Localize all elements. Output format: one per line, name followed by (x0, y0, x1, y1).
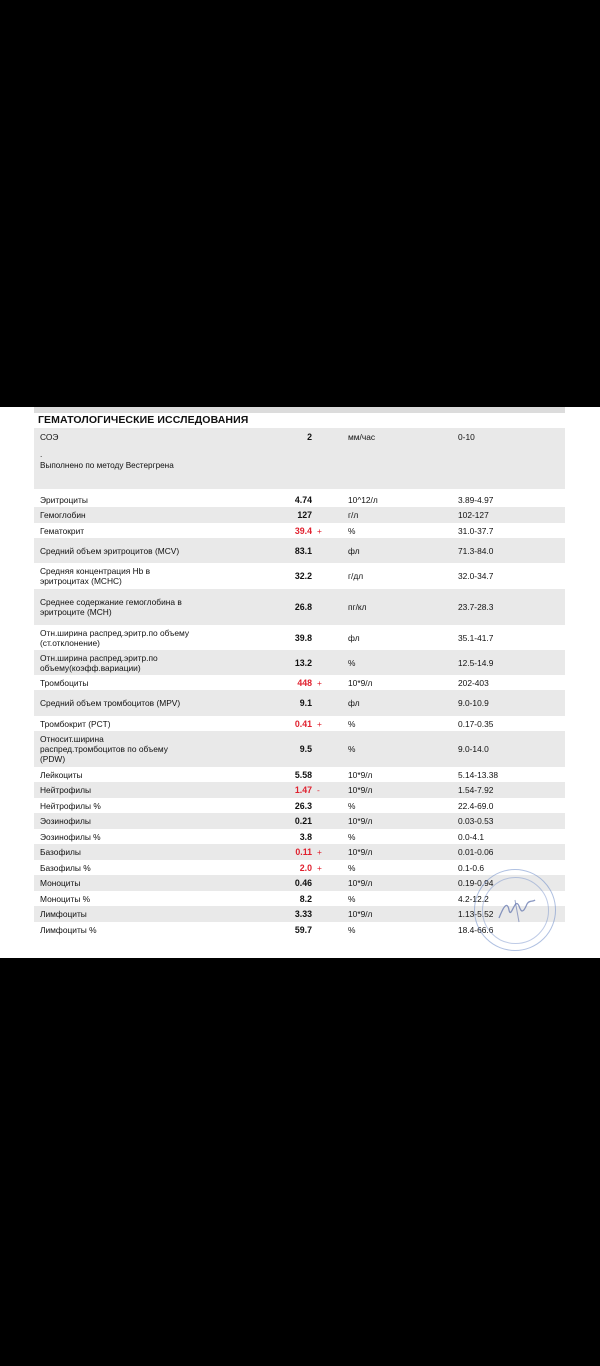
test-ref-range: 0-10 (458, 432, 475, 442)
lab-report-sheet (0, 407, 600, 958)
table-row (34, 538, 565, 563)
test-name: Средний объем тромбоцитов (MPV) (40, 698, 181, 708)
test-unit: г/л (348, 510, 359, 520)
table-row (34, 650, 565, 675)
test-value: 127 (297, 510, 312, 520)
test-name: Эозинофилы % (40, 831, 101, 842)
test-unit: фл (348, 632, 360, 643)
table-row (34, 716, 565, 731)
test-unit: пг/кл (348, 602, 367, 612)
test-name: Моноциты % (40, 893, 91, 904)
table-row (34, 507, 565, 523)
table-row (34, 563, 565, 589)
abnormal-flag: + (317, 862, 322, 873)
table-row (34, 813, 565, 829)
test-value: 0.41 (294, 718, 312, 729)
test-name: Лимфоциты (40, 909, 87, 919)
test-unit: % (348, 657, 356, 668)
test-value: 0.21 (294, 816, 312, 826)
test-value: 1.47 (294, 785, 312, 795)
test-unit: г/дл (348, 571, 364, 581)
test-value: 3.8 (299, 831, 312, 842)
test-value: 83.1 (294, 545, 312, 556)
header-bar (34, 407, 565, 413)
test-name: Базофилы % (40, 862, 91, 873)
test-ref-range: 0.17-0.35 (458, 718, 494, 729)
abnormal-flag (317, 906, 329, 922)
test-unit: % (348, 924, 356, 935)
test-unit: % (348, 525, 356, 536)
test-ref-range: 9.0-10.9 (458, 698, 489, 708)
test-name: Моноциты (40, 878, 81, 888)
abnormal-flag (317, 731, 329, 767)
abnormal-flag: + (317, 525, 322, 536)
test-ref-range: 35.1-41.7 (458, 632, 494, 643)
test-unit: 10*9/л (348, 909, 373, 919)
test-ref-range: 4.2-12.2 (458, 893, 489, 904)
test-name: Тромбоциты (40, 677, 89, 688)
test-unit: 10*9/л (348, 816, 373, 826)
table-row (34, 782, 565, 798)
test-name: СОЭ (40, 432, 59, 442)
table-row (34, 690, 565, 716)
soe-dot: . (40, 450, 43, 459)
test-ref-range: 0.01-0.06 (458, 847, 494, 857)
abnormal-flag (317, 650, 329, 675)
table-row (34, 844, 565, 860)
abnormal-flag (317, 538, 329, 563)
test-unit: 10*9/л (348, 769, 373, 780)
test-ref-range: 18.4-66.6 (458, 924, 494, 935)
abnormal-flag (317, 507, 329, 523)
test-name: Отн.ширина распред.эритр.по объему(коэфф.вариации) (40, 652, 158, 673)
abnormal-flag (317, 891, 329, 906)
test-value: 0.46 (294, 878, 312, 888)
test-value: 26.3 (294, 800, 312, 811)
table-row (34, 829, 565, 844)
test-value: 39.4 (294, 525, 312, 536)
abnormal-flag (317, 589, 329, 625)
abnormal-flag (317, 563, 329, 589)
test-value: 39.8 (294, 632, 312, 643)
table-row (34, 675, 565, 690)
test-value: 2.0 (299, 862, 312, 873)
test-unit: фл (348, 545, 360, 556)
test-unit: 10^12/л (348, 494, 378, 505)
test-ref-range: 0.03-0.53 (458, 816, 494, 826)
test-value: 32.2 (294, 571, 312, 581)
test-ref-range: 12.5-14.9 (458, 657, 494, 668)
test-name: Тромбокрит (PCT) (40, 718, 111, 729)
test-ref-range: 1.54-7.92 (458, 785, 494, 795)
test-name: Лимфоциты % (40, 924, 97, 935)
table-row (34, 731, 565, 767)
test-value: 0.11 (295, 847, 312, 857)
test-ref-range: 0.0-4.1 (458, 831, 485, 842)
test-value: 9.5 (299, 744, 312, 754)
abnormal-flag (317, 625, 329, 650)
test-value: 2 (307, 432, 312, 442)
test-name: Гематокрит (40, 525, 85, 536)
test-ref-range: 102-127 (458, 510, 489, 520)
table-row (34, 625, 565, 650)
test-value: 8.2 (299, 893, 312, 904)
test-unit: % (348, 893, 356, 904)
test-unit: % (348, 831, 356, 842)
test-ref-range: 202-403 (458, 677, 489, 688)
results-table (34, 428, 565, 937)
stamp-signature-icon (474, 869, 556, 951)
test-name: Нейтрофилы (40, 785, 92, 795)
test-value: 448 (297, 677, 312, 688)
test-name: Эритроциты (40, 494, 88, 505)
method-note: Выполнено по методу Вестергрена (40, 461, 174, 470)
test-value: 13.2 (294, 657, 312, 668)
test-ref-range: 31.0-37.7 (458, 525, 494, 536)
test-name: Средний объем эритроцитов (MCV) (40, 545, 180, 556)
abnormal-flag: - (317, 785, 320, 795)
test-name: Базофилы (40, 847, 81, 857)
test-unit: 10*9/л (348, 677, 373, 688)
abnormal-flag (317, 813, 329, 829)
test-ref-range: 32.0-34.7 (458, 571, 494, 581)
test-unit: мм/час (348, 432, 376, 442)
abnormal-flag: + (317, 718, 322, 729)
test-unit: 10*9/л (348, 785, 373, 795)
abnormal-flag: + (317, 677, 322, 688)
test-value: 59.7 (294, 924, 312, 935)
test-ref-range: 3.89-4.97 (458, 494, 494, 505)
table-row (34, 492, 565, 507)
test-value: 4.74 (294, 494, 312, 505)
test-name: Относит.ширина распред.тромбоцитов по объему (PDW) (40, 734, 168, 764)
test-value: 5.58 (294, 769, 312, 780)
table-row (34, 589, 565, 625)
table-row-soe (34, 428, 565, 489)
test-unit: % (348, 718, 356, 729)
test-value: 9.1 (299, 698, 312, 708)
test-name: Среднее содержание гемоглобина в эритроците (MCH) (40, 597, 182, 617)
table-row (34, 798, 565, 813)
table-row (34, 523, 565, 538)
table-row (34, 767, 565, 782)
test-unit: фл (348, 698, 360, 708)
test-ref-range: 71.3-84.0 (458, 545, 494, 556)
abnormal-flag (317, 767, 329, 782)
test-ref-range: 0.1-0.6 (458, 862, 485, 873)
test-name: Лейкоциты (40, 769, 83, 780)
test-ref-range: 23.7-28.3 (458, 602, 494, 612)
test-unit: 10*9/л (348, 847, 373, 857)
test-name: Гемоглобин (40, 510, 86, 520)
test-unit: 10*9/л (348, 878, 373, 888)
test-value: 26.8 (294, 602, 312, 612)
abnormal-flag (317, 829, 329, 844)
abnormal-flag (317, 922, 329, 937)
test-unit: % (348, 800, 356, 811)
test-ref-range: 0.19-0.94 (458, 878, 494, 888)
test-ref-range: 9.0-14.0 (458, 744, 489, 754)
test-name: Нейтрофилы % (40, 800, 101, 811)
test-ref-range: 1.13-5.52 (458, 909, 494, 919)
abnormal-flag (317, 875, 329, 891)
abnormal-flag (317, 798, 329, 813)
test-ref-range: 22.4-69.0 (458, 800, 494, 811)
abnormal-flag: + (317, 847, 322, 857)
section-title: ГЕМАТОЛОГИЧЕСКИЕ ИССЛЕДОВАНИЯ (38, 414, 249, 426)
abnormal-flag (317, 492, 329, 507)
test-value: 3.33 (294, 909, 312, 919)
test-name: Эозинофилы (40, 816, 91, 826)
test-name: Средняя концентрация Hb в эритроцитах (MCHC) (40, 566, 151, 586)
test-name: Отн.ширина распред.эритр.по объему (ст.отклонение) (40, 627, 190, 648)
test-ref-range: 5.14-13.38 (458, 769, 499, 780)
abnormal-flag (317, 690, 329, 716)
test-unit: % (348, 744, 356, 754)
test-unit: % (348, 862, 356, 873)
